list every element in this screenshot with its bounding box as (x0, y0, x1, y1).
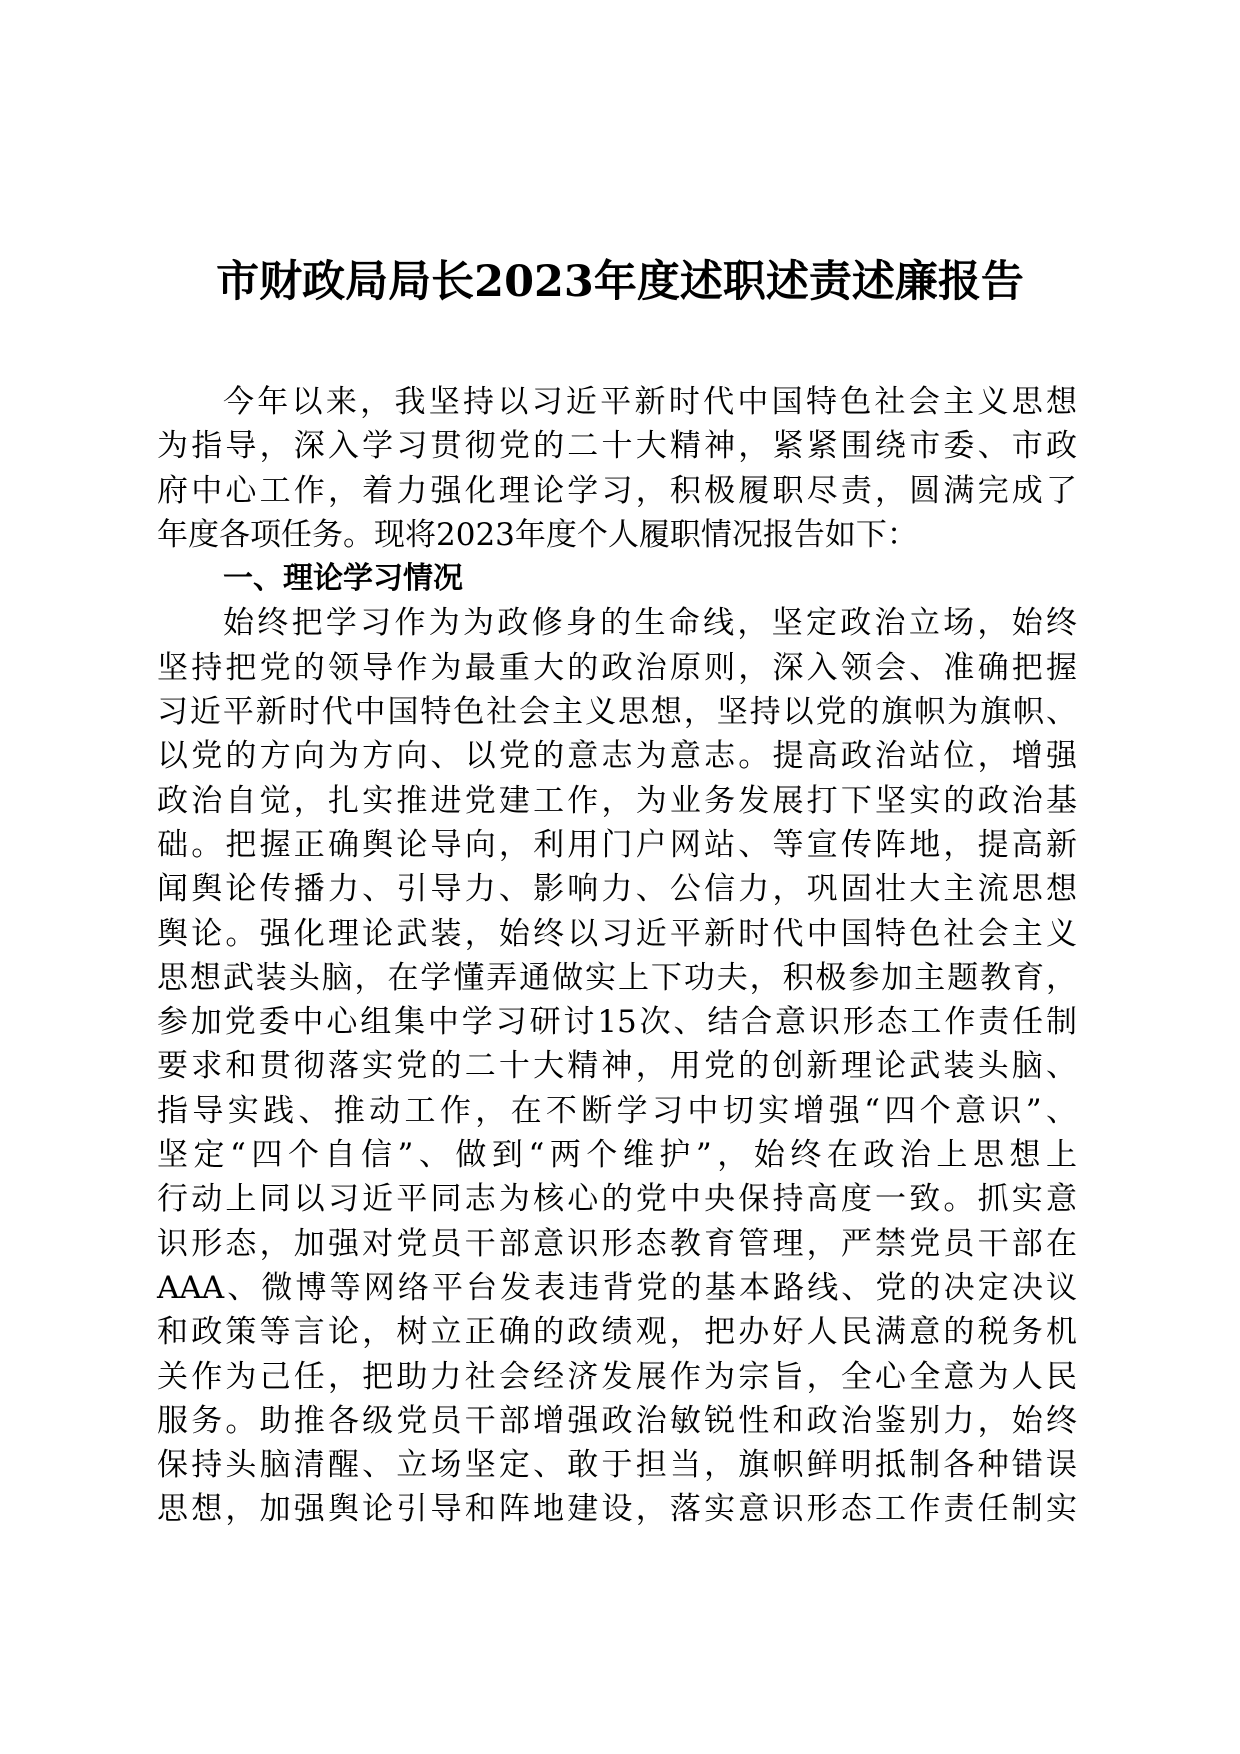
intro-line-3: 府中心工作，着力强化理论学习，积极履职尽责，圆满完成了 (157, 472, 1077, 509)
section-line-20: 保持头脑清醒、立场坚定、敢于担当，旗帜鲜明抵制各种错误 (157, 1447, 1077, 1484)
section-line-11: 要求和贯彻落实党的二十大精神，用党的创新理论武装头脑、 (157, 1048, 1077, 1085)
section-line-5: 政治自觉，扎实推进党建工作，为业务发展打下坚实的政治基 (157, 782, 1077, 819)
section-line-7: 闻舆论传播力、引导力、影响力、公信力，巩固壮大主流思想 (157, 871, 1077, 908)
section-line-17: 和政策等言论，树立正确的政绩观，把办好人民满意的税务机 (157, 1314, 1077, 1351)
intro-line-1: 今年以来，我坚持以习近平新时代中国特色社会主义思想 (223, 384, 1077, 420)
intro-line-4: 年度各项任务。现将2023年度个人履职情况报告如下： (157, 516, 918, 553)
section-line-15: 识形态，加强对党员干部意识形态教育管理，严禁党员干部在 (157, 1225, 1077, 1262)
section-line-10: 参加党委中心组集中学习研讨15次、结合意识形态工作责任制 (157, 1004, 1077, 1041)
section-line-3: 习近平新时代中国特色社会主义思想，坚持以党的旗帜为旗帜、 (157, 694, 1077, 731)
section-line-6: 础。把握正确舆论导向，利用门户网站、等宣传阵地，提高新 (157, 826, 1077, 863)
section-line-18: 关作为己任，把助力社会经济发展作为宗旨，全心全意为人民 (157, 1358, 1077, 1395)
section-line-19: 服务。助推各级党员干部增强政治敏锐性和政治鉴别力，始终 (157, 1402, 1077, 1439)
section-line-13: 坚定“四个自信”、做到“两个维护”，始终在政治上思想上 (157, 1137, 1077, 1174)
section-line-1: 始终把学习作为为政修身的生命线，坚定政治立场，始终 (223, 605, 1077, 642)
section-line-21: 思想，加强舆论引导和阵地建设，落实意识形态工作责任制实 (157, 1491, 1077, 1528)
section-line-12: 指导实践、推动工作，在不断学习中切实增强“四个意识”、 (157, 1092, 1077, 1129)
section-line-2: 坚持把党的领导作为最重大的政治原则，深入领会、准确把握 (157, 649, 1077, 686)
section-line-16: AAA、微博等网络平台发表违背党的基本路线、党的决定决议 (157, 1269, 1077, 1306)
section-line-8: 舆论。强化理论武装，始终以习近平新时代中国特色社会主义 (157, 915, 1077, 952)
document-body (157, 380, 1077, 1532)
intro-line-2: 为指导，深入学习贯彻党的二十大精神，紧紧围绕市委、市政 (157, 428, 1077, 465)
section-line-4: 以党的方向为方向、以党的意志为意志。提高政治站位，增强 (157, 738, 1077, 775)
section-line-9: 思想武装头脑，在学懂弄通做实上下功夫，积极参加主题教育， (157, 959, 1077, 996)
section-line-14: 行动上同以习近平同志为核心的党中央保持高度一致。抓实意 (157, 1181, 1077, 1218)
section-heading: 一、理论学习情况 (223, 561, 463, 597)
document-title: 市财政局局长2023年度述职述责述廉报告 (216, 257, 1024, 307)
